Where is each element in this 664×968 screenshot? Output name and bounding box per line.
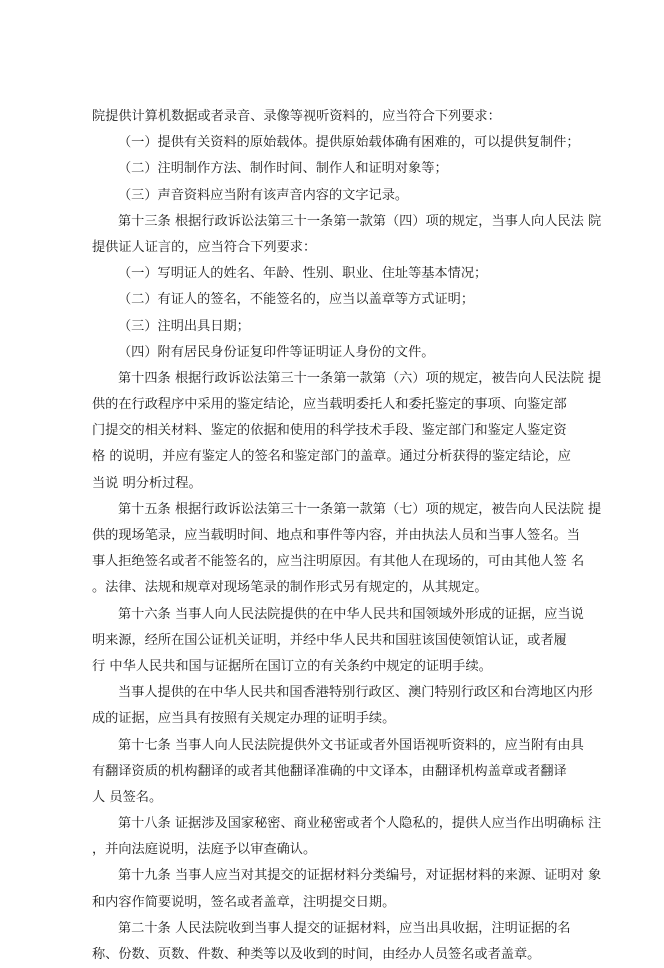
- text-line: （四）附有居民身份证复印件等证明证人身份的文件。: [118, 344, 435, 360]
- text-line: 。法律、法规和规章对现场笔录的制作形式另有规定的，从其规定。: [92, 580, 488, 596]
- text-line: 格 的说明，并应有鉴定人的签名和鉴定部门的盖章。通过分析获得的鉴定结论，应: [92, 449, 571, 465]
- text-line: 院提供计算机数据或者录音、录像等视听资料的，应当符合下列要求：: [92, 109, 501, 124]
- article-15-heading-line: 第十五条 根据行政诉讼法第三十一条第一款第（七）项的规定，被告向人民法院 提: [118, 501, 602, 517]
- text-line: 成的证据，应当具有按照有关规定办理的证明手续。: [92, 711, 396, 727]
- text-line: 事人拒绝签名或者不能签名的，应当注明原因。有其他人在现场的，可由其他人签 名: [92, 554, 585, 570]
- article-14-heading-line: 第十四条 根据行政诉讼法第三十一条第一款第（六）项的规定，被告向人民法院 提: [118, 370, 602, 386]
- text-line: 当说 明分析过程。: [92, 475, 202, 491]
- document-body: [92, 104, 602, 968]
- text-line: 明来源，经所在国公证机关证明，并经中华人民共和国驻该国使领馆认证，或者履: [92, 632, 567, 648]
- text-line: 门提交的相关材料、鉴定的依据和使用的科学技术手段、鉴定部门和鉴定人鉴定资: [92, 423, 567, 439]
- text-line: 有翻译资质的机构翻译的或者其他翻译准确的中文译本，由翻译机构盖章或者翻译: [92, 763, 567, 779]
- text-line: （三）注明出具日期；: [118, 318, 250, 334]
- text-line: 称、份数、页数、件数、种类等以及收到的时间，由经办人员签名或者盖章。: [92, 947, 541, 962]
- text-line: 供的在行政程序中采用的鉴定结论，应当载明委托人和委托鉴定的事项、向鉴定部: [92, 397, 567, 413]
- text-line: ，并向法庭说明，法庭予以审查确认。: [92, 842, 317, 858]
- article-17-heading-line: 第十七条 当事人向人民法院提供外文书证或者外国语视听资料的，应当附有由具: [118, 737, 584, 753]
- text-line: （二）注明制作方法、制作时间、制作人和证明对象等；: [118, 161, 448, 177]
- text-line: 行 中华人民共和国与证据所在国订立的有关条约中规定的证明手续。: [92, 658, 492, 674]
- article-20-heading-line: 第二十条 人民法院收到当事人提交的证据材料，应当出具收据，注明证据的名: [118, 920, 571, 936]
- text-line: 当事人提供的在中华人民共和国香港特别行政区、澳门特别行政区和台湾地区内形: [118, 685, 593, 701]
- text-line: 提供证人证言的，应当符合下列要求：: [92, 239, 317, 255]
- text-line: （二）有证人的签名，不能签名的，应当以盖章等方式证明；: [118, 292, 475, 308]
- text-line: 供的现场笔录，应当载明时间、地点和事件等内容，并由执法人员和当事人签名。当: [92, 528, 580, 543]
- text-line: （三）声音资料应当附有该声音内容的文字记录。: [118, 187, 409, 203]
- article-13-heading-line: 第十三条 根据行政诉讼法第三十一条第一款第（四）项的规定，当事人向人民法 院: [118, 213, 602, 229]
- article-16-heading-line: 第十六条 当事人向人民法院提供的在中华人民共和国领域外形成的证据，应当说: [118, 606, 584, 622]
- text-line: 和内容作简要说明，签名或者盖章，注明提交日期。: [92, 894, 396, 910]
- article-18-heading-line: 第十八条 证据涉及国家秘密、商业秘密或者个人隐私的，提供人应当作出明确标 注: [118, 816, 602, 832]
- text-line: 人 员签名。: [92, 789, 163, 805]
- text-line: （一）写明证人的姓名、年龄、性别、职业、住址等基本情况；: [118, 266, 488, 282]
- article-19-heading-line: 第十九条 当事人应当对其提交的证据材料分类编号，对证据材料的来源、证明对 象: [118, 868, 602, 884]
- text-line: （一）提供有关资料的原始载体。提供原始载体确有困难的，可以提供复制件；: [118, 135, 580, 151]
